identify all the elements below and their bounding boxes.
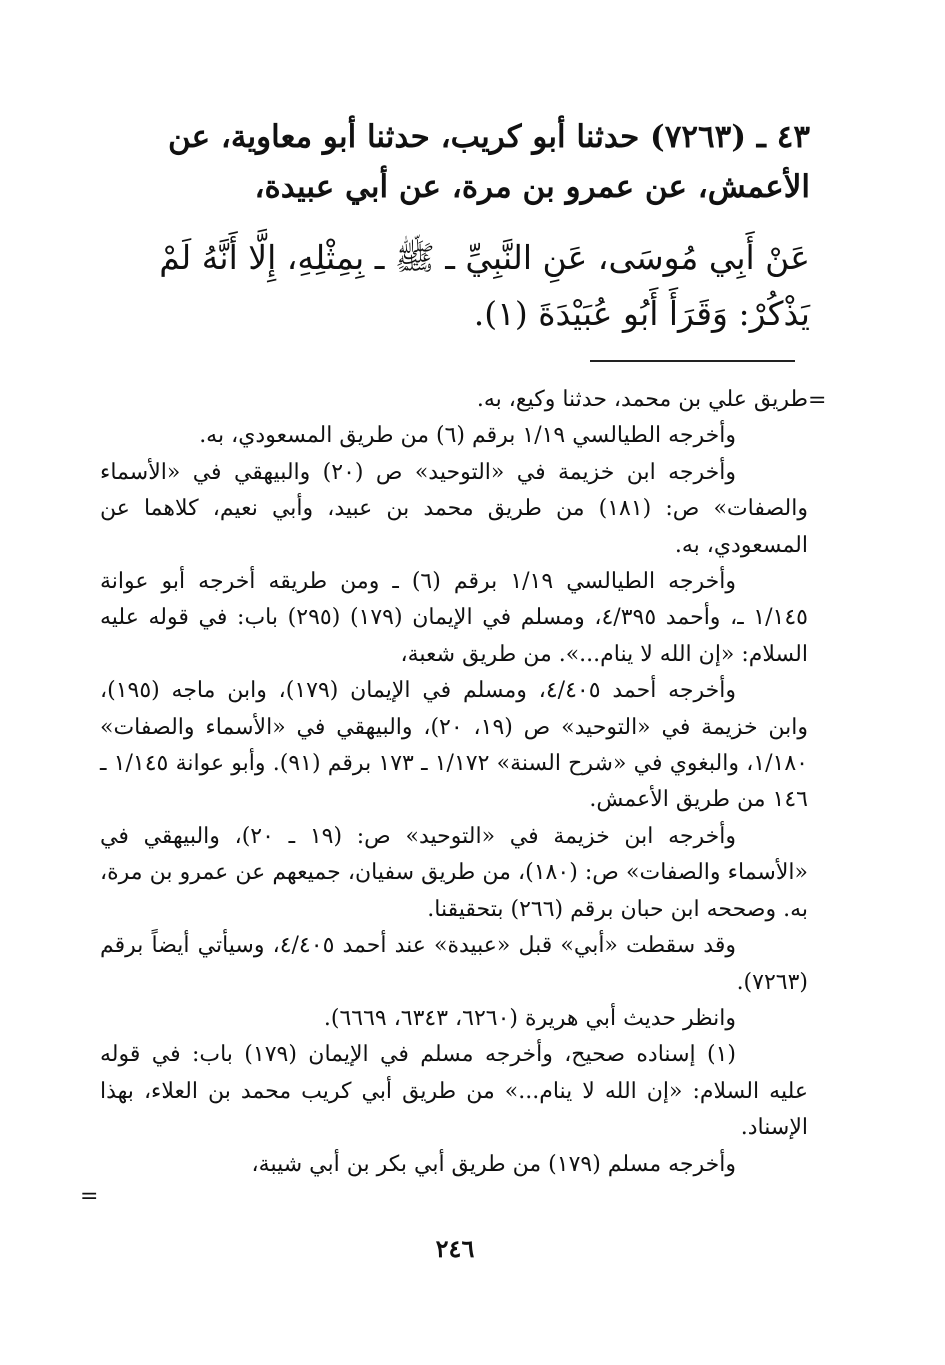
main-text-line: ٤٣ ـ (٧٢٦٣) حدثنا أبو كريب، حدثنا أبو معاوية، عن	[168, 119, 810, 155]
main-text-line: الأعمش، عن عمرو بن مرة، عن أبي عبيدة،	[254, 169, 810, 205]
hadith-text-line: يَذْكُرْ: وَقَرَأَ أَبُو عُبَيْدَةَ (١).	[473, 294, 810, 333]
footnote-paragraph: وقد سقطت «أبي» قبل «عبيدة» عند أحمد ٤/٤٠٥، وسيأتي أيضاً برقم (٧٢٦٣).	[100, 933, 808, 995]
continuation-mark-bottom: =	[80, 1184, 99, 1209]
footnote-separator	[590, 360, 795, 362]
footnote-paragraph: وأخرجه أحمد ٤/٤٠٥، ومسلم في الإيمان (١٧٩)، وابن ماجه (١٩٥)، وابن خزيمة في «التوحيد» ص (١٩، ٢٠)، والبيهقي في «الأسماء والصفات» ١/١٨٠، والبغوي في «شرح السنة» ١/١٧٢ ـ ١٧٣ برقم (٩١). وأبو عوانة ١/١٤٥ ـ ١٤٦ من طريق الأعمش.	[100, 678, 808, 813]
main-text	[98, 112, 810, 212]
footnote-paragraph: طريق علي بن محمد، حدثنا وكيع، به.	[476, 387, 808, 412]
footnote-paragraph: وأخرجه مسلم (١٧٩) من طريق أبي بكر بن أبي شيبة،	[251, 1151, 736, 1177]
footnote-paragraph: وأخرجه الطيالسي ١/١٩ برقم (٦) من طريق المسعودي، به.	[199, 423, 736, 449]
page-number: ٢٤٦	[435, 1234, 475, 1263]
footnote-paragraph: وانظر حديث أبي هريرة (٦٢٦٠، ٦٣٤٣، ٦٦٦٩).	[323, 1005, 736, 1031]
footnote-paragraph: (١) إسناده صحيح، وأخرجه مسلم في الإيمان (١٧٩) باب: في قوله عليه السلام: «إن الله لا ينام...» من طريق أبي كريب محمد بن العلاء، بهذا الإسناد.	[100, 1042, 808, 1141]
footnote-paragraph: وأخرجه الطيالسي ١/١٩ برقم (٦) ـ ومن طريقه أخرجه أبو عوانة ١/١٤٥ ـ، وأحمد ٤/٣٩٥، ومسلم في الإيمان (١٧٩) (٢٩٥) باب: في قوله عليه السلام: «إن الله لا ينام...». من طريق شعبة،	[100, 569, 808, 667]
hadith-text	[98, 230, 810, 342]
footnotes	[100, 382, 808, 1183]
hadith-text-line: عَنْ أَبِي مُوسَى، عَنِ النَّبِيِّ ـ ﷺ ـ بِمِثْلِهِ، إِلَّا أَنَّهُ لَمْ	[159, 238, 810, 277]
footnote-paragraph: وأخرجه ابن خزيمة في «التوحيد» ص (٢٠) والبيهقي في «الأسماء والصفات» ص: (١٨١) من طريق محمد بن عبيد، وأبي نعيم، كلاهما عن المسعودي، به.	[100, 459, 808, 558]
footnote-paragraph: وأخرجه ابن خزيمة في «التوحيد» ص: (١٩ ـ ٢٠)، والبيهقي في «الأسماء والصفات» ص: (١٨٠)، من طريق سفيان، جميعهم عن عمرو بن مرة، به. وصححه ابن حبان برقم (٢٦٦) بتحقيقنا.	[100, 823, 808, 922]
continuation-mark-top: =	[808, 388, 827, 413]
